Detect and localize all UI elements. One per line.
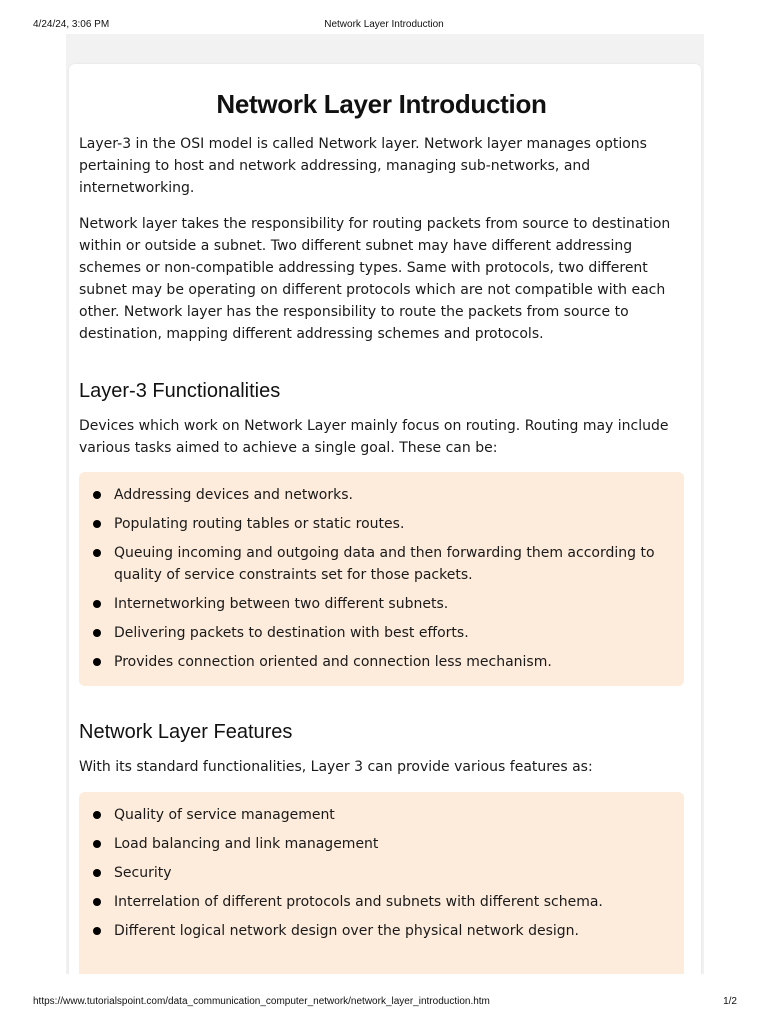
- list-item: [93, 862, 670, 884]
- bullet-icon: [93, 491, 101, 499]
- bullet-icon: [93, 520, 101, 528]
- list-item-text: Delivering packets to destination with best efforts.: [114, 625, 469, 641]
- list-item: [93, 542, 670, 586]
- list-item-text: Quality of service management: [114, 807, 335, 823]
- print-header: [0, 0, 768, 34]
- list-item-text: Provides connection oriented and connection less mechanism.: [114, 654, 552, 670]
- features-heading: Network Layer Features: [79, 721, 293, 743]
- list-item-text: Addressing devices and networks.: [114, 487, 353, 503]
- list-item-text: Queuing incoming and outgoing data and then forwarding them according to quality of service constraints set for those packets.: [114, 545, 655, 583]
- bullet-icon: [93, 927, 101, 935]
- print-datetime: 4/24/24, 3:06 PM: [33, 19, 110, 30]
- list-item-text: Interrelation of different protocols and subnets with different schema.: [114, 894, 603, 910]
- bullet-icon: [93, 898, 101, 906]
- list-item: [93, 833, 670, 855]
- page-url[interactable]: https://www.tutorialspoint.com/data_communication_computer_network/network_layer_introduction.htm: [33, 996, 490, 1007]
- print-page-title: Network Layer Introduction: [324, 19, 444, 30]
- bullet-icon: [93, 840, 101, 848]
- list-item-text: Populating routing tables or static routes.: [114, 516, 405, 532]
- print-footer: [0, 990, 768, 1024]
- features-list: [93, 804, 670, 942]
- article-card: [69, 64, 701, 974]
- intro-paragraph-1: Layer-3 in the OSI model is called Network layer. Network layer manages options pertaining to host and network addressing, managing sub-networks, and internetworking.: [79, 136, 647, 196]
- page-background: [66, 34, 704, 974]
- list-item: [93, 593, 670, 615]
- functionalities-intro: Devices which work on Network Layer mainly focus on routing. Routing may include various tasks aimed to achieve a single goal. These can be:: [79, 418, 669, 456]
- functionalities-heading: Layer-3 Functionalities: [79, 380, 281, 402]
- list-item: [93, 891, 670, 913]
- list-item: [93, 484, 670, 506]
- list-item-text: Load balancing and link management: [114, 836, 379, 852]
- bullet-icon: [93, 658, 101, 666]
- features-intro: With its standard functionalities, Layer 3 can provide various features as:: [79, 759, 593, 775]
- list-item-text: Security: [114, 865, 172, 881]
- functionalities-list: [93, 484, 670, 673]
- bullet-icon: [93, 549, 101, 557]
- intro-paragraph-2: Network layer takes the responsibility for routing packets from source to destination within or outside a subnet. Two different subnet may have different addressing schemes or non-compatible addressing types. Same with protocols, two different subnet may be operating on different protocols which are not compatible with each other. Network layer has the responsibility to route the packets from source to destination, mapping different addressing schemes and protocols.: [79, 216, 671, 342]
- page-number: 1/2: [723, 996, 737, 1007]
- list-item-text: Different logical network design over the physical network design.: [114, 923, 579, 939]
- list-item: [93, 804, 670, 826]
- list-item-text: Internetworking between two different subnets.: [114, 596, 449, 612]
- bullet-icon: [93, 869, 101, 877]
- article-title: Network Layer Introduction: [216, 89, 547, 119]
- bullet-icon: [93, 629, 101, 637]
- article-content: [79, 84, 684, 974]
- functionalities-list-box: [79, 472, 684, 686]
- bullet-icon: [93, 600, 101, 608]
- list-item: [93, 622, 670, 644]
- features-list-box: [79, 792, 684, 974]
- list-item: [93, 513, 670, 535]
- list-item: [93, 651, 670, 673]
- list-item: [93, 920, 670, 942]
- bullet-icon: [93, 811, 101, 819]
